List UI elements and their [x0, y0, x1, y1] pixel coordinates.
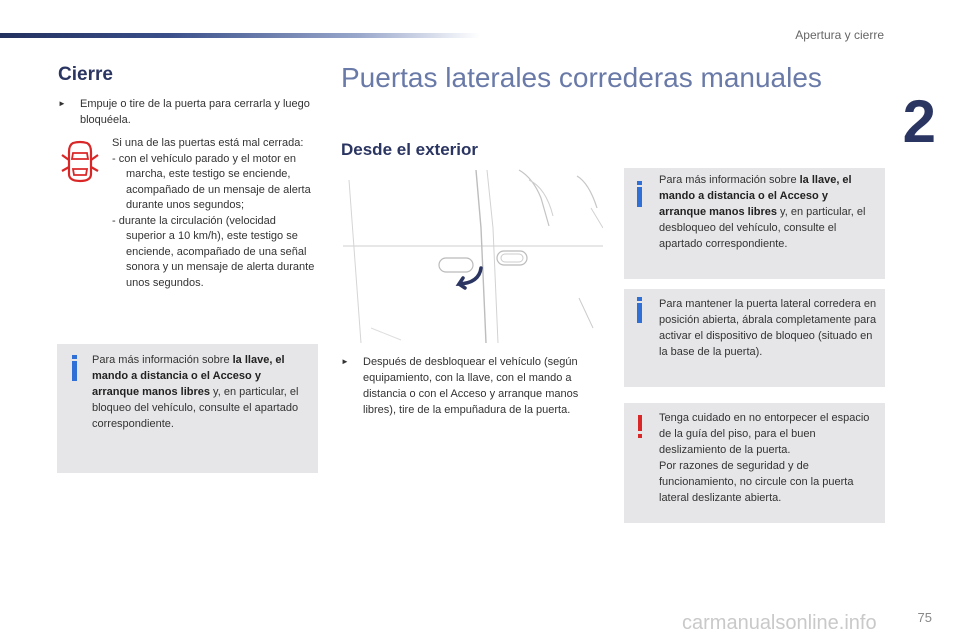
info-icon — [637, 187, 642, 207]
info-box-bloqueo-text: Para más información sobre la llave, el mando a distancia o el Acceso y arranque manos libres y, en particular, el bloqueo del vehículo, consulte el apartado correspondiente. — [92, 354, 299, 430]
info-box-desbloqueo — [624, 168, 885, 279]
info-icon — [72, 361, 77, 381]
header-gradient-bar — [0, 33, 480, 38]
warning-item-2: - durante la circulación (velocidad superior a 10 km/h), este testigo se enciende, acompañado de una señal sonora y un mensaje de alerta durante unos segundos. — [112, 214, 315, 289]
page-number: 75 — [917, 610, 932, 625]
door-open-warning-icon — [60, 140, 100, 184]
bullet-desde-exterior-text: Después de desbloquear el vehículo (según equipamiento, con la llave, con el mando a distancia o con el Acceso y arranque manos libres), tire de la empuñadura de la puerta. — [363, 356, 579, 416]
chapter-number: 2 — [902, 88, 936, 155]
sliding-door-handle-illustration — [341, 168, 603, 343]
heading-cierre: Cierre — [58, 64, 113, 85]
bullet-marker: ► — [341, 357, 349, 366]
info-box-desbloqueo-text: Para más información sobre la llave, el mando a distancia o el Acceso y arranque manos libres y, en particular, el desbloqueo del vehículo, consulte el apartado correspondiente. — [659, 174, 866, 250]
bullet-desde-exterior — [341, 354, 581, 418]
heading-desde-exterior: Desde el exterior — [341, 140, 479, 159]
bullet-cierre-text: Empuje o tire de la puerta para cerrarla y luego bloquéela. — [80, 98, 310, 126]
info-box-mantener-text: Para mantener la puerta lateral corredera en posición abierta, ábrala completamente para activar el dispositivo de bloqueo (situado en la base de la puerta). — [659, 298, 877, 358]
warning-item-1: - con el vehículo parado y el motor en marcha, este testigo se enciende, acompañado de un mensaje de alerta durante unos segundos; — [112, 152, 311, 211]
info-box-mantener-abierta — [624, 289, 885, 387]
warning-icon — [638, 415, 642, 431]
bullet-marker: ► — [58, 99, 66, 108]
warning-box-text: Tenga cuidado en no entorpecer el espacio de la guía del piso, para el buen deslizamiento de la puerta. Por razones de seguridad y de funcionamiento, no circule con la puerta lateral deslizante abierta. — [659, 412, 870, 504]
door-warning-text — [112, 136, 318, 291]
warning-box-guia — [624, 403, 885, 523]
info-icon — [637, 303, 642, 323]
section-label: Apertura y cierre — [795, 28, 884, 42]
warning-intro: Si una de las puertas está mal cerrada: — [112, 137, 304, 149]
info-box-bloqueo — [57, 344, 318, 473]
page-title: Puertas laterales correderas manuales — [341, 62, 822, 93]
bullet-cierre — [58, 96, 314, 128]
watermark: carmanualsonline.info — [682, 612, 877, 634]
